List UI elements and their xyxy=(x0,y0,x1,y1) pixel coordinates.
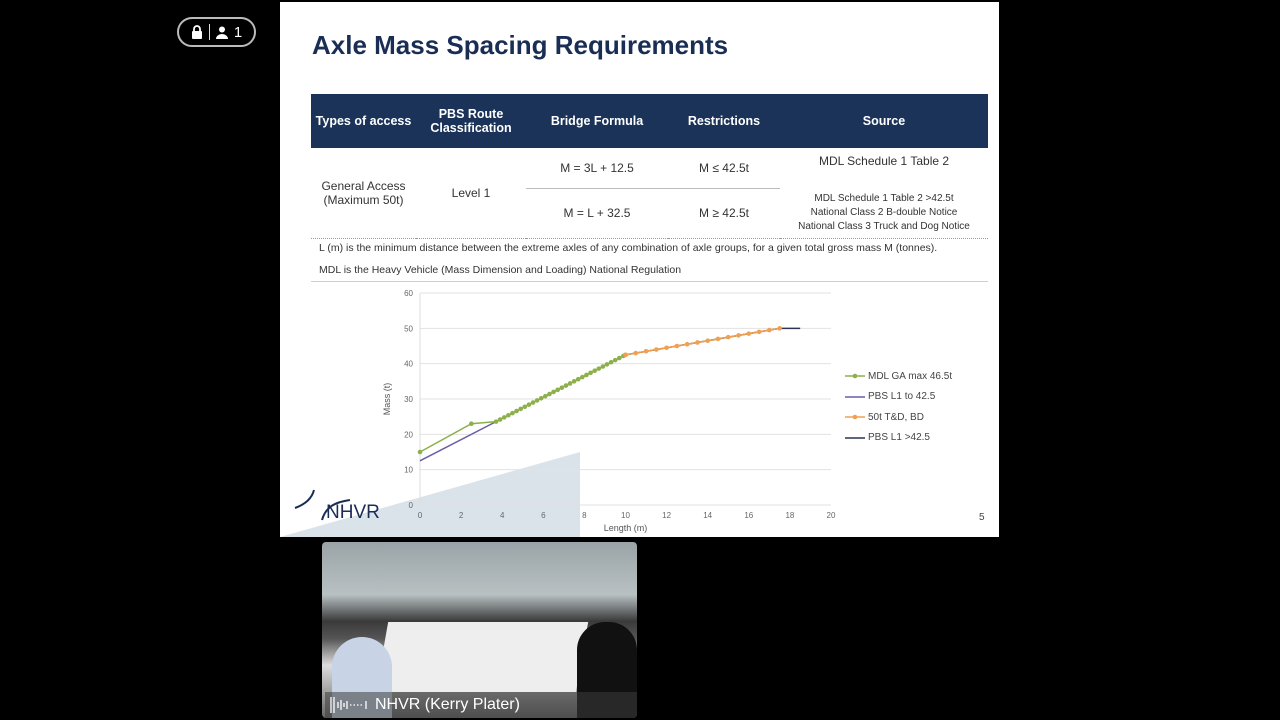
header-cell: Restrictions xyxy=(668,94,780,148)
x-tick-label: 20 xyxy=(826,511,836,520)
y-tick-label: 30 xyxy=(404,395,413,404)
y-tick-label: 50 xyxy=(404,324,413,334)
x-tick-label: 4 xyxy=(499,511,505,520)
y-tick-label: 10 xyxy=(404,465,413,475)
header-cell: PBS Route Classification xyxy=(416,94,526,148)
y-tick-label: 60 xyxy=(404,289,413,298)
y-tick-label: 40 xyxy=(404,359,413,369)
data-point xyxy=(664,345,669,350)
source-cell xyxy=(780,188,988,238)
data-point xyxy=(576,377,581,382)
data-point xyxy=(695,340,700,345)
x-axis-label: Length (m) xyxy=(603,523,648,533)
data-point xyxy=(535,398,540,403)
data-point xyxy=(572,379,577,384)
source-line: MDL Schedule 1 Table 2 >42.5t xyxy=(814,192,954,204)
data-point xyxy=(654,347,659,352)
legend-label: PBS L1 >42.5 xyxy=(868,432,930,444)
data-point xyxy=(510,411,515,416)
data-point xyxy=(767,328,772,333)
data-point xyxy=(559,385,564,390)
nhvr-logo xyxy=(292,484,387,529)
data-point xyxy=(605,362,610,367)
data-point xyxy=(705,338,710,343)
data-point xyxy=(494,419,499,424)
lock-icon xyxy=(191,25,203,39)
data-point xyxy=(623,353,628,358)
x-tick-label: 18 xyxy=(785,511,795,520)
data-point xyxy=(514,409,519,414)
source-cell: MDL Schedule 1 Table 2 xyxy=(818,154,950,168)
definition-note: L (m) is the minimum distance between the extreme axles of any combination of axle groups, for a given total gross mass M (tonnes). xyxy=(319,242,938,254)
legend-item xyxy=(845,387,952,408)
legend-label: PBS L1 to 42.5 xyxy=(868,391,936,403)
video-scene xyxy=(376,622,588,692)
divider xyxy=(209,24,210,40)
data-point xyxy=(675,344,680,349)
data-point xyxy=(531,400,536,405)
legend-marker xyxy=(845,393,865,401)
legend-marker xyxy=(845,413,865,421)
table-header xyxy=(311,94,988,148)
header-cell: Source xyxy=(780,94,988,148)
data-point xyxy=(555,388,560,393)
participant-label xyxy=(325,692,637,718)
x-tick-label: 10 xyxy=(621,511,630,520)
x-tick-label: 8 xyxy=(582,511,587,520)
presentation-slide xyxy=(280,2,999,537)
data-point xyxy=(543,394,548,399)
data-point xyxy=(498,417,503,422)
participant-name: NHVR (Kerry Plater) xyxy=(375,696,520,713)
legend-label: MDL GA max 46.5t xyxy=(868,370,953,382)
data-point xyxy=(469,421,474,426)
y-tick-label: 20 xyxy=(404,430,413,440)
mdl-note: MDL is the Heavy Vehicle (Mass Dimension and Loading) National Regulation xyxy=(319,264,682,276)
legend-item xyxy=(845,366,952,387)
data-point xyxy=(726,335,731,340)
x-tick-label: 12 xyxy=(662,511,672,520)
requirements-table xyxy=(311,94,988,239)
formula-cell: M = 3L + 12.5 xyxy=(526,148,668,188)
legend-marker xyxy=(845,434,865,442)
data-point xyxy=(547,392,552,397)
data-point xyxy=(592,368,597,373)
data-point xyxy=(539,396,544,401)
data-point xyxy=(613,358,618,363)
data-point xyxy=(518,407,523,412)
data-point xyxy=(747,331,752,336)
access-cell: General Access (Maximum 50t) xyxy=(311,148,416,238)
data-point xyxy=(588,371,593,376)
table-row xyxy=(311,148,988,188)
data-point xyxy=(551,390,556,395)
legend-item xyxy=(845,407,952,428)
chart-legend xyxy=(845,366,952,448)
x-tick-label: 6 xyxy=(541,511,546,520)
data-point xyxy=(644,349,649,354)
x-tick-label: 16 xyxy=(744,511,754,520)
page-number: 5 xyxy=(979,512,985,523)
legend-marker xyxy=(845,372,865,380)
classification-cell: Level 1 xyxy=(416,148,526,238)
data-point xyxy=(716,337,721,342)
data-point xyxy=(736,333,741,338)
legend-item xyxy=(845,428,952,449)
x-tick-label: 2 xyxy=(458,511,464,520)
header-cell: Bridge Formula xyxy=(526,94,668,148)
person-icon xyxy=(216,26,228,39)
mass-length-chart xyxy=(380,285,840,535)
y-axis-label: Mass (t) xyxy=(382,382,392,416)
data-point xyxy=(685,342,690,347)
data-point xyxy=(506,413,511,418)
meeting-status-badge[interactable] xyxy=(177,17,256,47)
data-point xyxy=(418,450,423,455)
x-tick-label: 14 xyxy=(703,511,713,520)
data-point xyxy=(564,383,569,388)
source-line: National Class 3 Truck and Dog Notice xyxy=(798,220,970,232)
data-point xyxy=(584,373,589,378)
source-line: National Class 2 B-double Notice xyxy=(810,206,958,218)
video-tile[interactable] xyxy=(322,542,637,718)
data-point xyxy=(609,360,614,365)
data-point xyxy=(523,404,528,409)
logo-text: NHVR xyxy=(326,502,380,523)
data-point xyxy=(601,364,606,369)
y-tick-label: 0 xyxy=(408,501,413,510)
audio-waveform-icon xyxy=(329,696,369,714)
restriction-cell: M ≤ 42.5t xyxy=(668,148,780,188)
series-line xyxy=(626,328,780,355)
data-point xyxy=(580,375,585,380)
data-point xyxy=(568,381,573,386)
header-cell: Types of access xyxy=(311,94,416,148)
restriction-cell: M ≥ 42.5t xyxy=(668,188,780,238)
slide-title: Axle Mass Spacing Requirements xyxy=(312,30,729,60)
x-tick-label: 0 xyxy=(417,511,423,520)
data-point xyxy=(617,356,622,361)
data-point xyxy=(757,330,762,335)
data-point xyxy=(596,366,601,371)
data-point xyxy=(502,415,507,420)
legend-label: 50t T&D, BD xyxy=(868,411,924,423)
formula-cell: M = L + 32.5 xyxy=(526,188,668,238)
divider xyxy=(311,281,988,282)
data-point xyxy=(633,351,638,356)
data-point xyxy=(527,402,532,407)
participant-count: 1 xyxy=(233,23,243,41)
data-point xyxy=(777,326,782,331)
